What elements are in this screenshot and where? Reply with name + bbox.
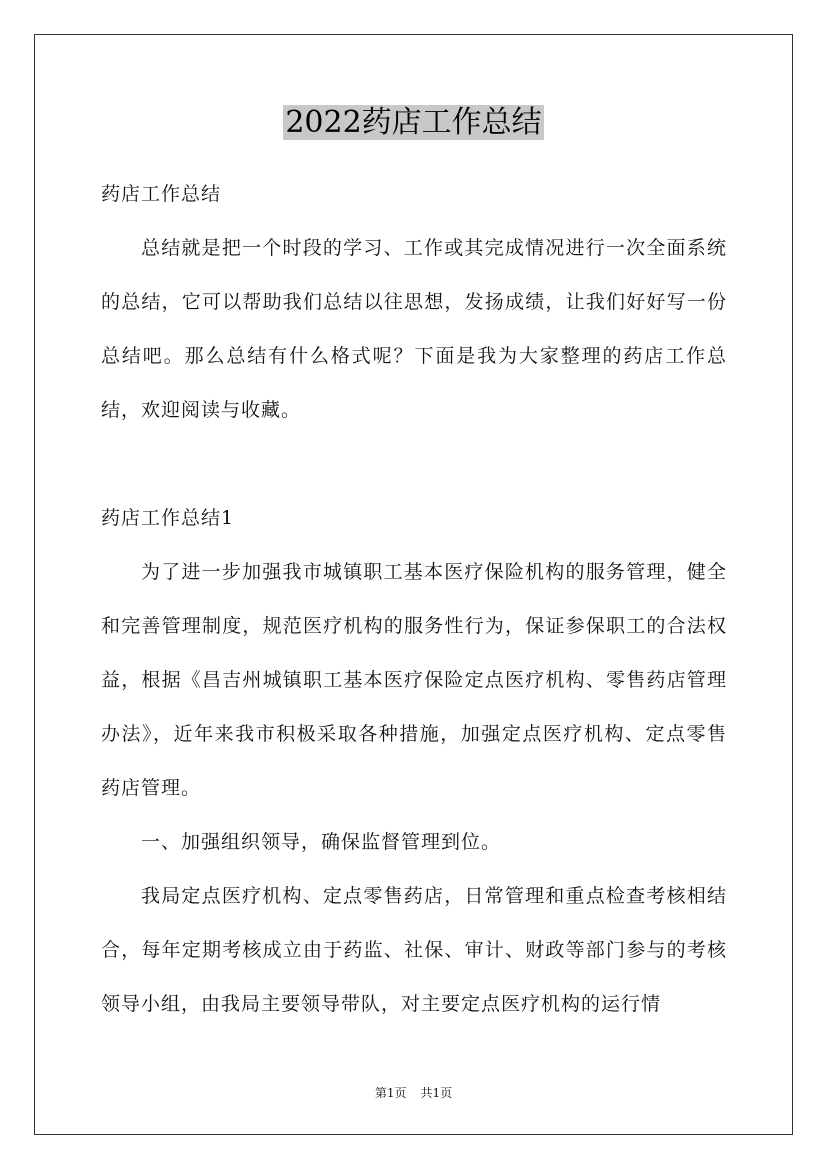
body-paragraph-1: 为了进一步加强我市城镇职工基本医疗保险机构的服务管理，健全和完善管理制度，规范医疗机构的服务性行为，保证参保职工的合法权益，根据《昌吉州城镇职工基本医疗保险定点医疗机构、零售药店管理办法》，近年来我市积极采取各种措施，加强定点医疗机构、定点零售药店管理。 bbox=[101, 561, 727, 799]
subtitle: 药店工作总结 bbox=[101, 183, 222, 205]
body-paragraph-2: 一、加强组织领导，确保监督管理到位。 bbox=[141, 831, 502, 853]
page-total: 共1页 bbox=[420, 1086, 453, 1100]
intro-paragraph: 总结就是把一个时段的学习、工作或其完成情况进行一次全面系统的总结，它可以帮助我们总结以往思想，发扬成绩，让我们好好写一份总结吧。那么总结有什么格式呢？下面是我为大家整理的药店工作总结，欢迎阅读与收藏。 bbox=[101, 237, 727, 421]
page-number: 第1页 bbox=[374, 1086, 407, 1100]
page-footer bbox=[0, 1084, 827, 1101]
body-paragraph-3: 我局定点医疗机构、定点零售药店，日常管理和重点检查考核相结合，每年定期考核成立由于药监、社保、审计、财政等部门参与的考核领导小组，由我局主要领导带队，对主要定点医疗机构的运行情 bbox=[101, 885, 727, 1015]
document-title bbox=[0, 103, 827, 143]
title-text: 2022药店工作总结 bbox=[285, 105, 542, 140]
section-heading: 药店工作总结1 bbox=[101, 507, 235, 529]
